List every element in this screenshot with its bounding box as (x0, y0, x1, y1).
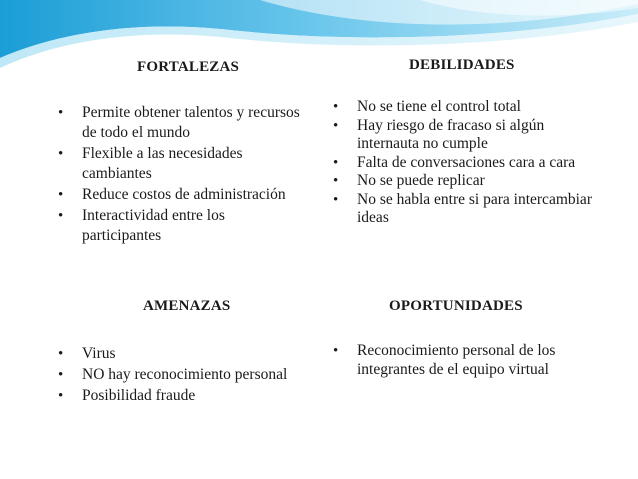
list-item: • Posibilidad fraude (55, 386, 300, 406)
debilidades-title: DEBILIDADES (409, 57, 515, 73)
amenazas-list (55, 344, 300, 407)
list-item: • Virus (55, 344, 300, 364)
list-item: • No se tiene el control total (330, 98, 600, 117)
list-item: • Reconocimiento personal de los integrantes de el equipo virtual (330, 342, 615, 379)
list-item: • NO hay reconocimiento personal (55, 365, 300, 385)
list-item: • Hay riesgo de fracaso si algún internauta no cumple (330, 117, 600, 154)
list-item: • Permite obtener talentos y recursos de todo el mundo (55, 103, 300, 143)
header-swoosh-decoration (0, 0, 638, 80)
list-item: • Reduce costos de administración (55, 185, 300, 205)
list-item: • Falta de conversaciones cara a cara (330, 154, 600, 173)
list-item: • No se puede replicar (330, 172, 600, 191)
list-item: • Flexible a las necesidades cambiantes (55, 144, 300, 184)
fortalezas-list (55, 103, 300, 247)
list-item: • Interactividad entre los participantes (55, 206, 300, 246)
fortalezas-title: FORTALEZAS (137, 59, 240, 75)
list-item: • No se habla entre si para intercambiar ideas (330, 191, 600, 228)
oportunidades-title: OPORTUNIDADES (389, 298, 523, 314)
oportunidades-list (330, 342, 615, 380)
amenazas-title: AMENAZAS (143, 298, 231, 314)
debilidades-list (330, 98, 600, 228)
